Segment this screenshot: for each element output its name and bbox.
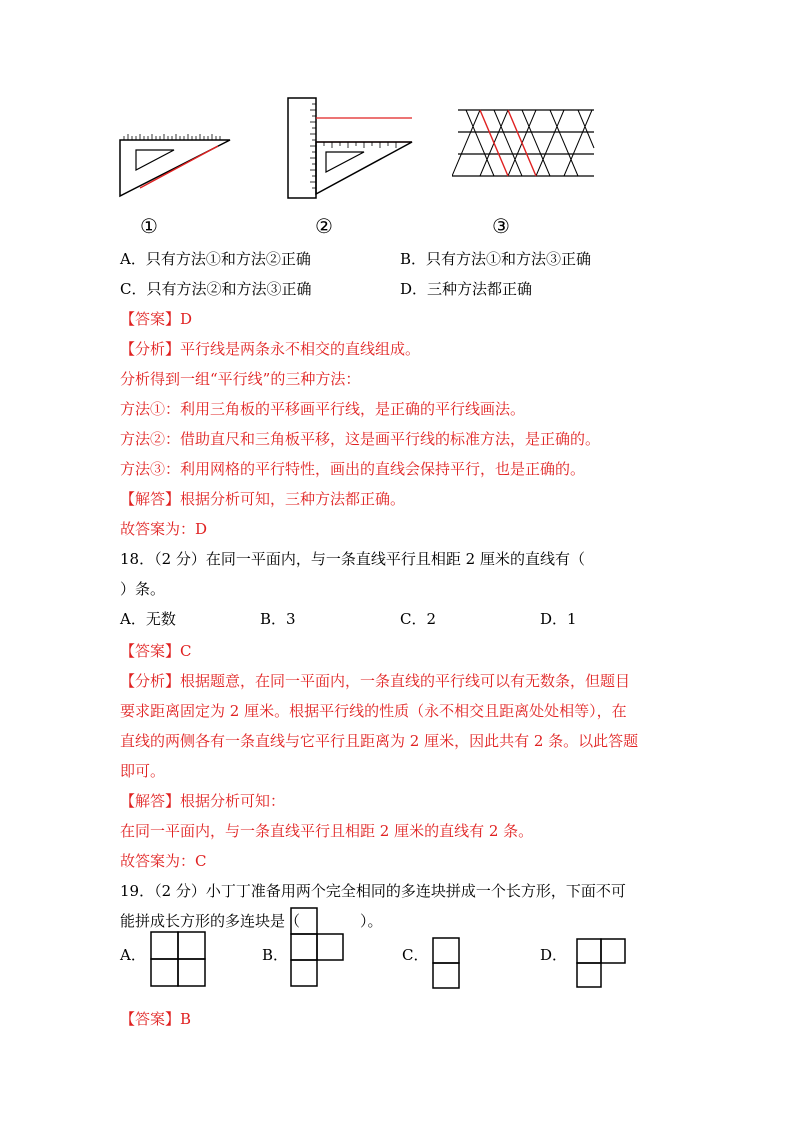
q19-option-a-shape bbox=[150, 931, 206, 987]
q17-option-b: B．只有方法①和方法③正确 bbox=[400, 250, 592, 268]
q17-option-d: D．三种方法都正确 bbox=[400, 280, 533, 298]
figure-label-1: ① bbox=[140, 214, 158, 238]
q19-option-c-label: C． bbox=[402, 946, 429, 964]
q18-answer: 【答案】C bbox=[120, 642, 192, 660]
q19-option-d-shape bbox=[576, 938, 626, 988]
q18-analysis-line-3: 直线的两侧各有一条直线与它平行且距离为 2 厘米，因此共有 2 条。以此答题 bbox=[120, 732, 639, 750]
q18-solution: 【解答】根据分析可知： bbox=[120, 792, 286, 810]
q18-final-answer: 故答案为：C bbox=[120, 852, 207, 870]
q18-solution-line-2: 在同一平面内，与一条直线平行且相距 2 厘米的直线有 2 条。 bbox=[120, 822, 534, 840]
q18-option-b: B．3 bbox=[260, 610, 296, 628]
q18-stem-line-2: ）条。 bbox=[120, 580, 166, 598]
q17-option-c: C．只有方法②和方法③正确 bbox=[120, 280, 312, 298]
figure-label-2: ② bbox=[315, 214, 333, 238]
q17-analysis-line-2: 分析得到一组“平行线”的三种方法： bbox=[120, 370, 361, 388]
q17-final-answer: 故答案为：D bbox=[120, 520, 208, 538]
q17-solution: 【解答】根据分析可知，三种方法都正确。 bbox=[120, 490, 406, 508]
q19-option-c-shape bbox=[432, 937, 460, 989]
q18-analysis-line-2: 要求距离固定为 2 厘米。根据平行线的性质（永不相交且距离处处相等），在 bbox=[120, 702, 627, 720]
q17-analysis-line-1: 【分析】平行线是两条永不相交的直线组成。 bbox=[120, 340, 421, 358]
q18-option-d: D．1 bbox=[540, 610, 577, 628]
figure-triangle-ruler bbox=[118, 128, 238, 198]
q17-option-a: A．只有方法①和方法②正确 bbox=[120, 250, 311, 268]
q19-stem-line-2: 能拼成长方形的多连块是（ ）。 bbox=[120, 912, 383, 930]
q17-analysis-line-4: 方法②：借助直尺和三角板平移，这是画平行线的标准方法，是正确的。 bbox=[120, 430, 601, 448]
q18-analysis-line-1: 【分析】根据题意，在同一平面内，一条直线的平行线可以有无数条，但题目 bbox=[120, 672, 631, 690]
q17-analysis-line-5: 方法③：利用网格的平行特性，画出的直线会保持平行，也是正确的。 bbox=[120, 460, 586, 478]
figure-label-3: ③ bbox=[492, 214, 510, 238]
q18-analysis-line-4: 即可。 bbox=[120, 762, 166, 780]
q19-answer: 【答案】B bbox=[120, 1010, 192, 1028]
q17-analysis-line-3: 方法①：利用三角板的平移画平行线，是正确的平行线画法。 bbox=[120, 400, 526, 418]
q19-option-b-label: B． bbox=[262, 946, 289, 964]
q19-stem-line-1: 19．（2 分）小丁丁准备用两个完全相同的多连块拼成一个长方形，下面不可 bbox=[120, 882, 626, 900]
q19-option-a-label: A． bbox=[120, 946, 146, 964]
figure-triangular-grid bbox=[452, 104, 600, 178]
q19-option-b-shape bbox=[290, 907, 344, 987]
q18-option-c: C．2 bbox=[400, 610, 437, 628]
q18-stem-line-1: 18．（2 分）在同一平面内，与一条直线平行且相距 2 厘米的直线有（ bbox=[120, 550, 585, 568]
q17-answer: 【答案】D bbox=[120, 310, 193, 328]
q19-option-d-label: D． bbox=[540, 946, 568, 964]
figure-ruler-and-triangle bbox=[284, 96, 420, 200]
q18-option-a: A．无数 bbox=[120, 610, 176, 628]
